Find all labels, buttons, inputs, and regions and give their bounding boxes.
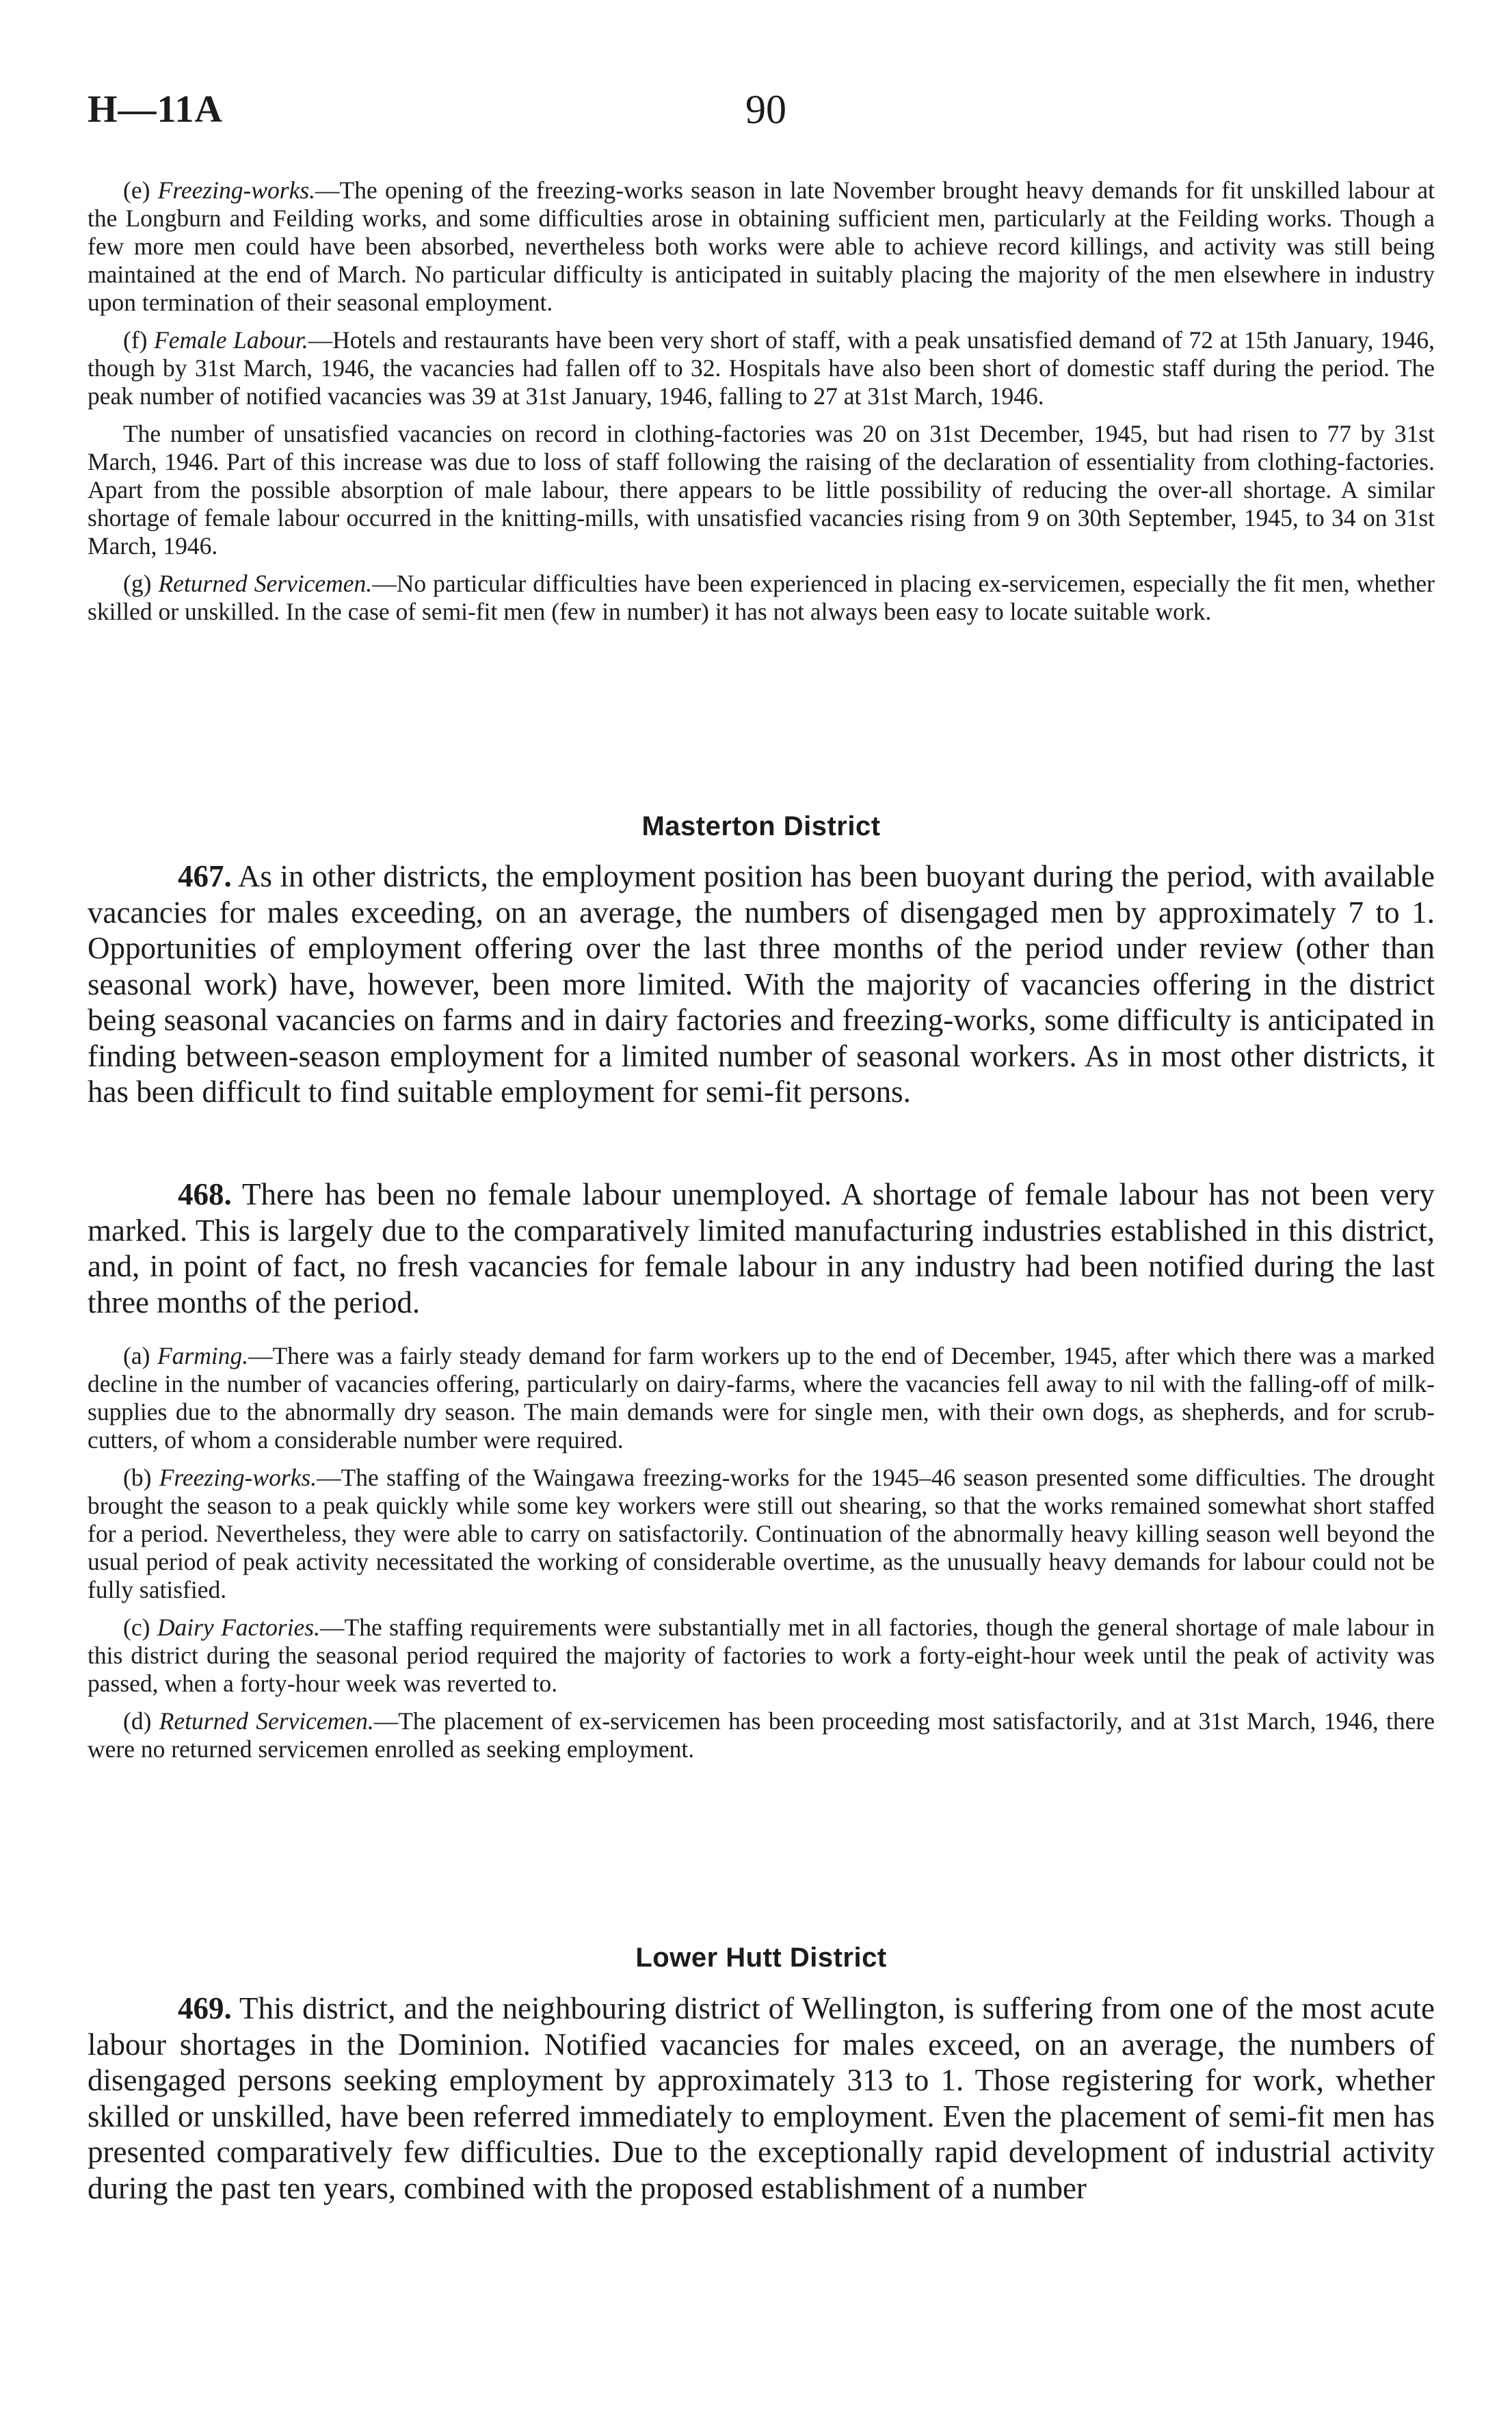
lower-hutt-heading: Lower Hutt District [635,1943,887,1973]
page-number: 90 [745,87,786,132]
section-continued [88,176,1435,635]
para-a-farming: (a) Farming.—There was a fairly steady demand for farm workers up to the end of December, 1945, after which there was a marked decline in the number of vacancies offering, particularly on dairy-farms, where the vacancies fell away to nil with the falling-off of milk-supplies due to the abnormally dry season. The main demands were for single men, with their own dogs, as shepherds, and for scrub-cutters, of whom a considerable number were required. [88,1342,1435,1454]
para-g-returned-servicemen: (g) Returned Servicemen.—No particular difficulties have been experienced in placing ex-servicemen, especially the fit men, whether skilled or unskilled. In the case of semi-fit men (few in number) it has not always been easy to locate suitable work. [88,570,1435,625]
para-467: 467. As in other districts, the employment position has been buoyant during the period, with available vacancies for males exceeding, on an average, the numbers of disengaged men by approximately 7 to 1. Opportunities of employment offering over the last three months of the period under review (other than seasonal work) have, however, been more limited. With the majority of vacancies offering in the district being seasonal vacancies on farms and in dairy factories and freezing-works, some difficulty is anticipated in finding between-season employment for a limited number of seasonal workers. As in most other districts, it has been difficult to find suitable employment for semi-fit persons. [88,859,1435,1109]
masterton-heading: Masterton District [641,811,881,841]
para-468: 468. There has been no female labour unemployed. A shortage of female labour has not been very marked. This is largely due to the comparatively limited manufacturing industries established in this district, and, in point of fact, no fresh vacancies for female labour in any industry had been notified during the last three months of the period. [88,1177,1435,1319]
para-clothing-factories: The number of unsatisfied vacancies on record in clothing-factories was 20 on 31st December, 1945, but had risen to 77 by 31st March, 1946. Part of this increase was due to loss of staff following the raising of the declaration of essentiality from clothing-factories. Apart from the possible absorption of male labour, there appears to be little possibility of reducing the over-all shortage. A similar shortage of female labour occurred in the knitting-mills, with unsatisfied vacancies rising from 9 on 30th September, 1945, to 34 on 31st March, 1946. [88,420,1435,560]
para-d-returned-servicemen: (d) Returned Servicemen.—The placement of ex-servicemen has been proceeding most satisfactorily, and at 31st March, 1946, there were no returned servicemen enrolled as seeking employment. [88,1707,1435,1763]
para-e-freezing-works: (e) Freezing-works.—The opening of the freezing-works season in late November brought heavy demands for fit unskilled labour at the Longburn and Feilding works, and some difficulties arose in obtaining sufficient men, particularly at the Feilding works. Though a few more men could have been absorbed, nevertheless both works were able to achieve record killings, and activity was still being maintained at the end of March. No particular difficulty is anticipated in suitably placing the majority of the men elsewhere in industry upon termination of their seasonal employment. [88,176,1435,316]
para-469: 469. This district, and the neighbouring district of Wellington, is suffering from one of the most acute labour shortages in the Dominion. Notified vacancies for males exceed, on an average, the numbers of disengaged persons seeking employment by approximately 313 to 1. Those registering for work, whether skilled or unskilled, have been referred immediately to employment. Even the placement of semi-fit men has presented comparatively few difficulties. Due to the exceptionally rapid development of industrial activity during the past ten years, combined with the proposed establishment of a number [88,1991,1435,2205]
para-b-freezing-works: (b) Freezing-works.—The staffing of the Waingawa freezing-works for the 1945–46 season presented some difficulties. The drought brought the season to a peak quickly while some key workers were still out shearing, so that the works remained somewhat short staffed for a period. Nevertheless, they were able to carry on satisfactorily. Continuation of the abnormally heavy killing season well beyond the usual period of peak activity necessitated the working of considerable overtime, as the unusually heavy demands for labour could not be fully satisfied. [88,1464,1435,1603]
para-f-female-labour: (f) Female Labour.—Hotels and restaurants have been very short of staff, with a peak unsatisfied demand of 72 at 15th January, 1946, though by 31st March, 1946, the vacancies had fallen off to 32. Hospitals have also been short of domestic staff during the period. The peak number of notified vacancies was 39 at 31st January, 1946, falling to 27 at 31st March, 1946. [88,326,1435,410]
document-code: H—11A [88,88,223,131]
para-c-dairy-factories: (c) Dairy Factories.—The staffing requirements were substantially met in all factories, though the general shortage of male labour in this district during the seasonal period required the majority of factories to work a forty-eight-hour week until the peak of activity was passed, when a forty-hour week was reverted to. [88,1614,1435,1697]
masterton-subsections [88,1342,1435,1773]
